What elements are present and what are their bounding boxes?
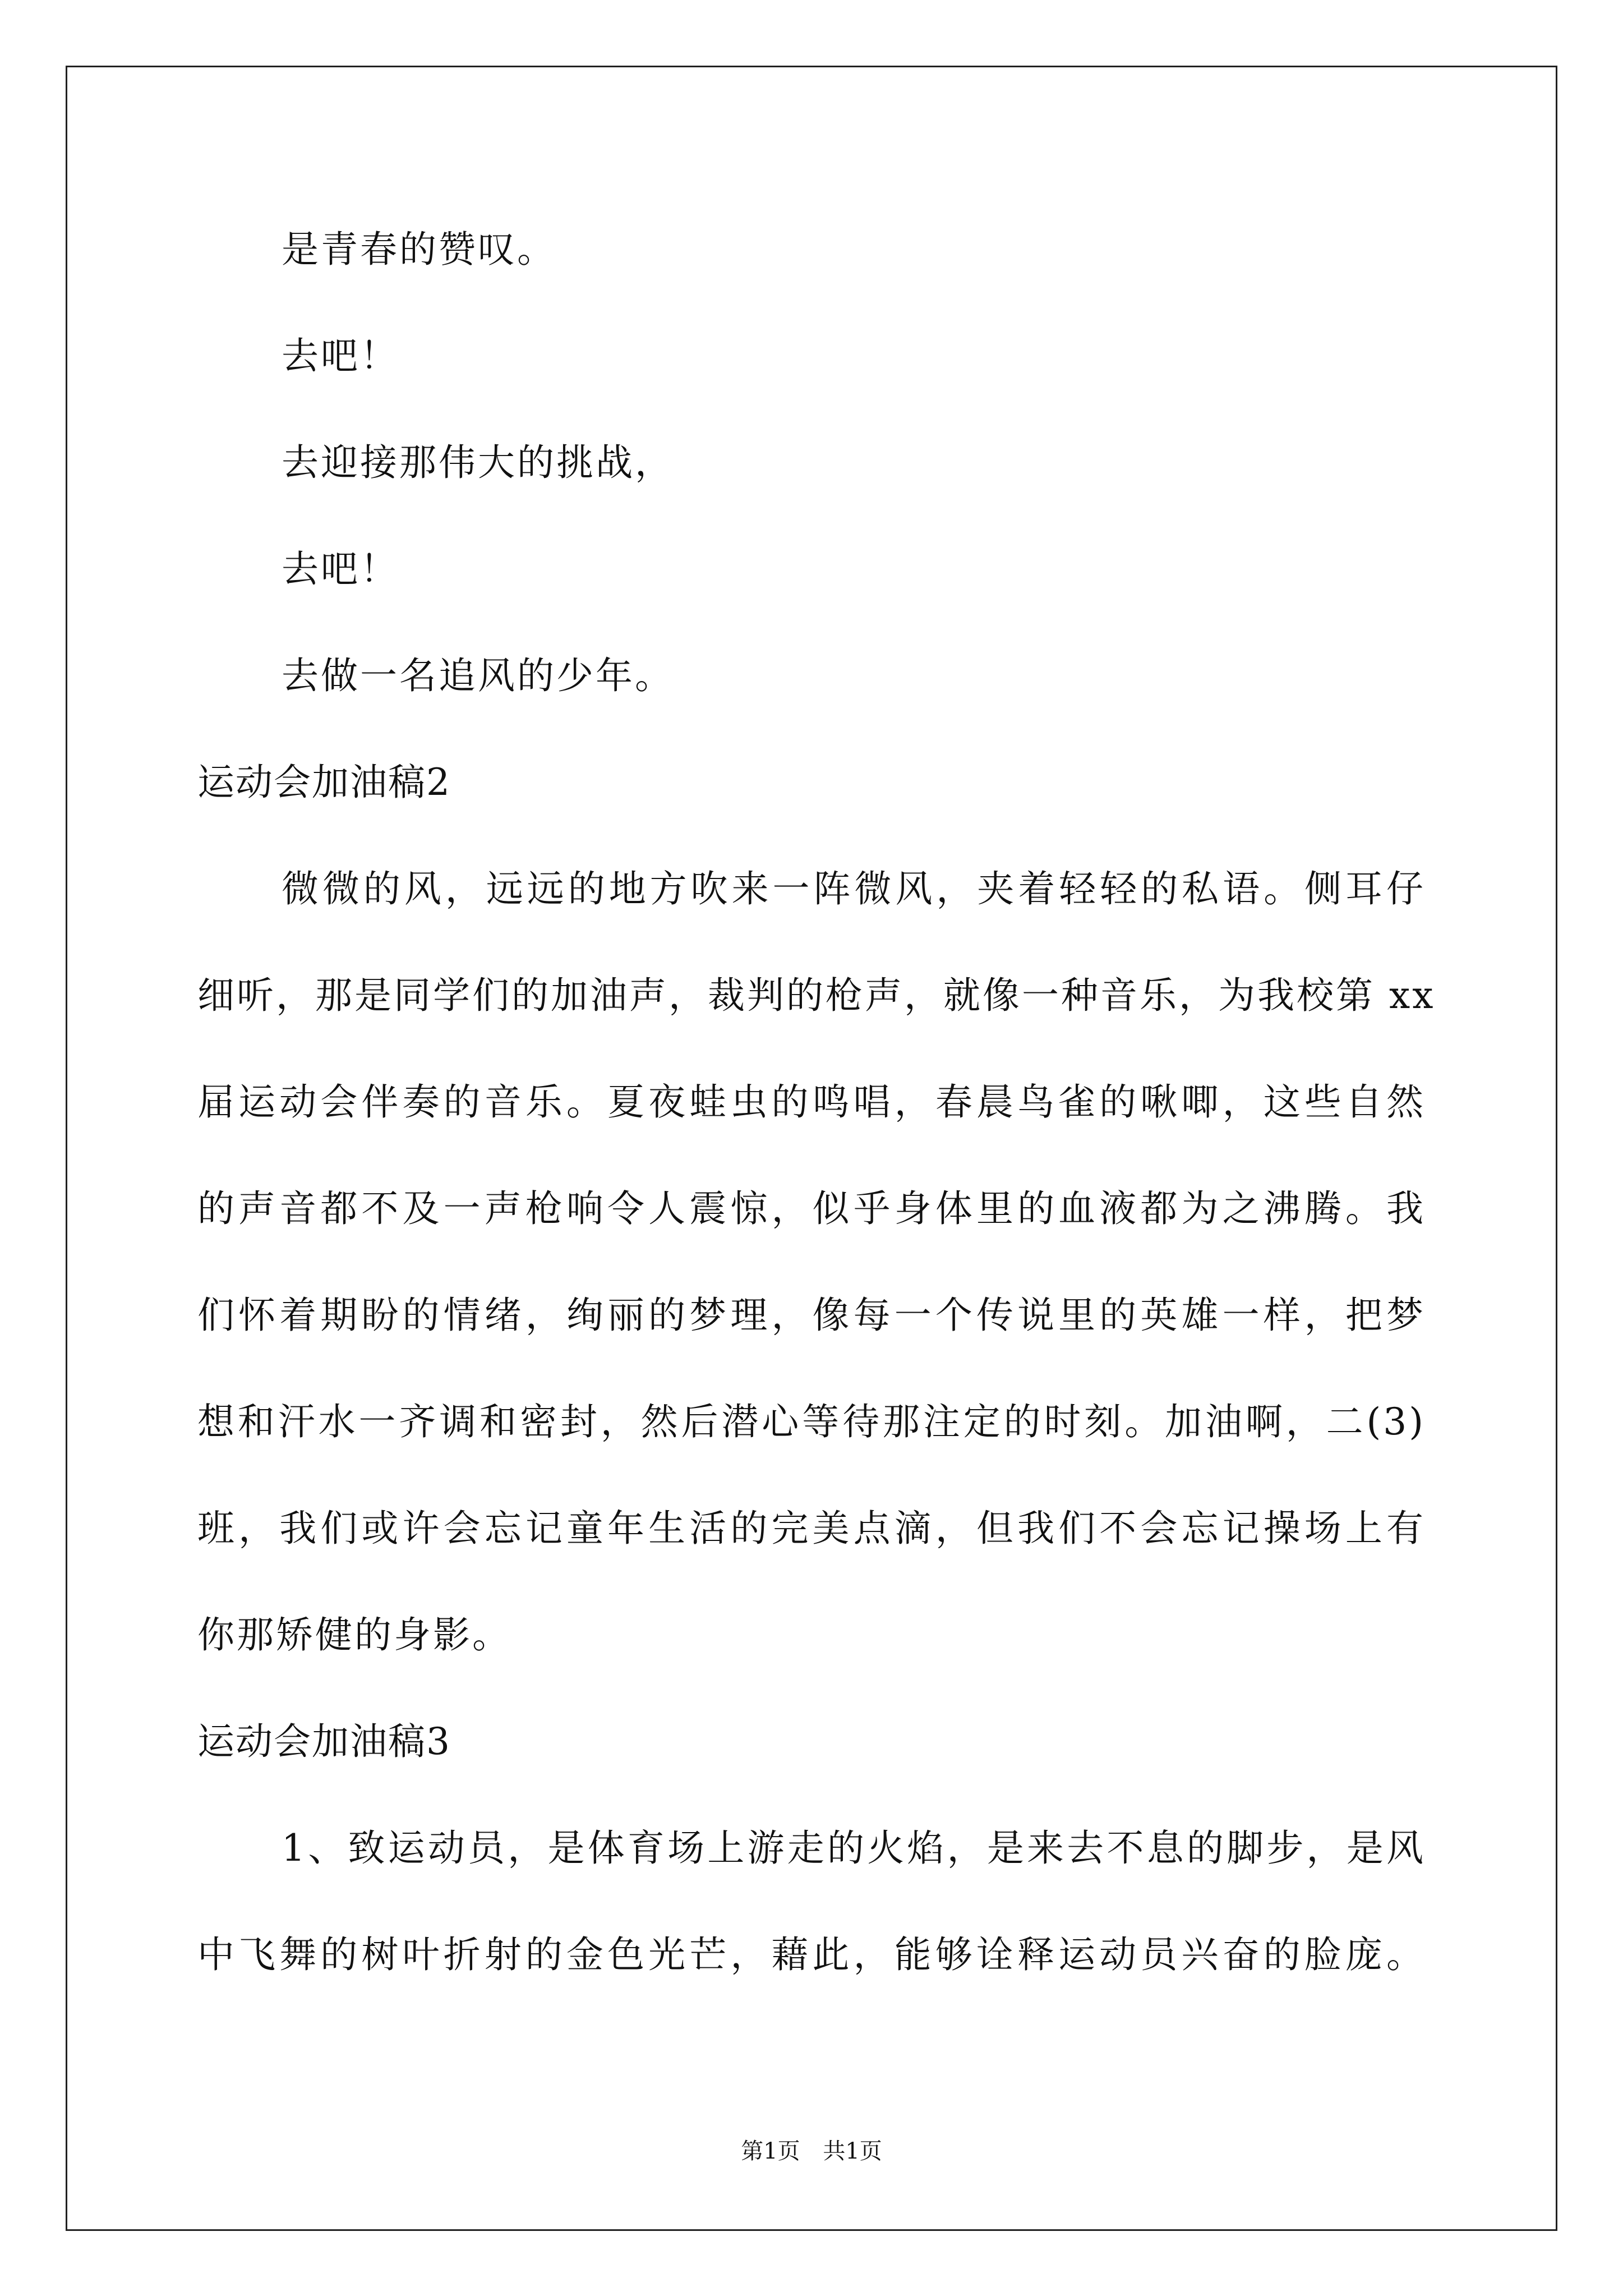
section-heading: 运动会加油稿2: [197, 761, 451, 804]
paragraph-line: 1、致运动员，是体育场上游走的火焰，是来去不息的脚步，是风: [282, 1826, 1426, 1870]
paragraph-line: 微微的风，远远的地方吹来一阵微风，夹着轻轻的私语。侧耳仔: [282, 867, 1426, 910]
paragraph-line: 班，我们或许会忘记童年生活的完美点滴，但我们不会忘记操场上有: [197, 1507, 1426, 1550]
paragraph-line: 中飞舞的树叶折射的金色光芒，藉此，能够诠释运动员兴奋的脸庞。: [197, 1933, 1426, 1976]
paragraph-line: 你那矫健的身影。: [197, 1613, 511, 1657]
page-footer: [0, 2134, 1623, 2168]
text-line: 去吧！: [282, 547, 399, 591]
text-line: 是青春的赞叹。: [282, 228, 556, 271]
paragraph-line: 想和汗水一齐调和密封，然后潜心等待那注定的时刻。加油啊，二(3): [197, 1400, 1426, 1443]
section-heading: 运动会加油稿3: [197, 1720, 451, 1763]
text-line: 去迎接那伟大的挑战，: [282, 441, 674, 484]
paragraph-line: 届运动会伴奏的音乐。夏夜蛙虫的鸣唱，春晨鸟雀的啾唧，这些自然: [197, 1080, 1426, 1124]
text-line: 去吧！: [282, 334, 399, 378]
text-line: 去做一名追风的少年。: [282, 654, 674, 697]
page-total: 共1页: [823, 2138, 882, 2164]
paragraph-line: 们怀着期盼的情绪，绚丽的梦理，像每一个传说里的英雄一样，把梦: [197, 1294, 1426, 1337]
paragraph-line: 的声音都不及一声枪响令人震惊，似乎身体里的血液都为之沸腾。我: [197, 1187, 1426, 1230]
paragraph-line: 细听，那是同学们的加油声，裁判的枪声，就像一种音乐，为我校第 xx: [197, 974, 1436, 1017]
page-border: [66, 66, 1557, 2231]
page-number: 第1页: [741, 2138, 800, 2164]
